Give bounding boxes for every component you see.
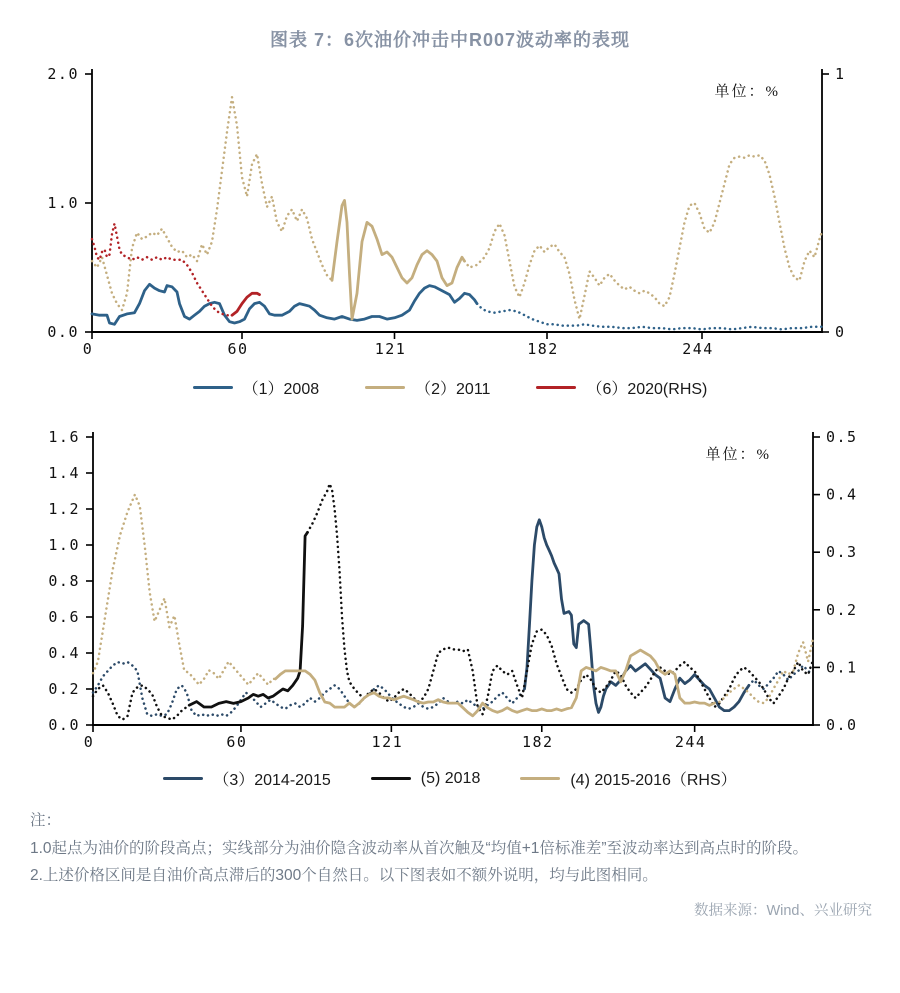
x-tick-label: 121 bbox=[374, 340, 407, 358]
note-1: 1.0起点为油价的阶段高点；实线部分为油价隐含波动率从首次触及“均值+1倍标准差”至波动率达到高点时的阶段。 bbox=[30, 839, 809, 857]
legend-swatch bbox=[365, 386, 405, 389]
left-tick-label: 1.0 bbox=[48, 536, 80, 554]
left-tick-label: 2.0 bbox=[47, 65, 79, 83]
series-line bbox=[525, 520, 749, 713]
x-tick-label: 182 bbox=[527, 340, 559, 358]
x-tick-label: 121 bbox=[371, 733, 404, 751]
legend-swatch bbox=[193, 386, 233, 389]
unit-label: 单位：% bbox=[705, 447, 771, 463]
right-tick-label: 1 bbox=[835, 65, 846, 83]
left-tick-label: 0.4 bbox=[48, 644, 80, 662]
legend-swatch bbox=[520, 777, 560, 780]
legend-swatch bbox=[371, 777, 411, 780]
right-tick-label: 0.0 bbox=[826, 716, 858, 734]
right-tick-label: 0.4 bbox=[826, 485, 858, 504]
right-tick-label: 0.5 bbox=[826, 428, 858, 446]
top-chart bbox=[0, 62, 900, 362]
series-line bbox=[465, 155, 823, 319]
x-tick-label: 0 bbox=[83, 733, 95, 751]
series-line bbox=[92, 284, 477, 324]
x-tick-label: 60 bbox=[226, 733, 248, 751]
left-tick-label: 1.2 bbox=[48, 500, 80, 518]
left-tick-label: 0.6 bbox=[48, 608, 80, 626]
series-line bbox=[93, 495, 276, 685]
legend-swatch bbox=[536, 386, 576, 389]
notes-block bbox=[30, 808, 872, 889]
left-tick-label: 0.0 bbox=[47, 323, 79, 341]
x-tick-label: 244 bbox=[682, 340, 714, 358]
legend-label: (4) 2015-2016（RHS） bbox=[570, 772, 737, 789]
legend-item bbox=[371, 770, 481, 788]
bottom-chart bbox=[0, 423, 900, 753]
top-chart-legend bbox=[0, 376, 900, 399]
legend-item bbox=[365, 376, 490, 399]
right-tick-label: 0.2 bbox=[826, 600, 858, 619]
left-tick-label: 1.0 bbox=[47, 194, 79, 212]
series-line bbox=[189, 532, 307, 707]
right-tick-label: 0.3 bbox=[826, 543, 858, 562]
x-tick-label: 244 bbox=[674, 733, 707, 751]
legend-label: （1）2008 bbox=[242, 381, 320, 398]
x-tick-label: 182 bbox=[521, 733, 554, 751]
legend-item bbox=[536, 376, 707, 399]
left-tick-label: 0.2 bbox=[48, 680, 80, 698]
right-tick-label: 0.1 bbox=[826, 658, 858, 677]
series-line bbox=[93, 662, 525, 716]
left-tick-label: 0.8 bbox=[48, 572, 80, 590]
notes-heading: 注： bbox=[30, 812, 62, 829]
series-line bbox=[92, 224, 232, 316]
left-tick-label: 0.0 bbox=[48, 716, 80, 734]
series-line bbox=[93, 685, 189, 719]
data-source: 数据来源：Wind、兴业研究 bbox=[693, 902, 872, 919]
legend-label: （2）2011 bbox=[415, 381, 491, 398]
x-tick-label: 0 bbox=[82, 340, 94, 358]
series-line bbox=[477, 304, 822, 330]
legend-item bbox=[163, 767, 330, 790]
legend-item bbox=[193, 376, 320, 399]
series-line bbox=[332, 200, 465, 319]
left-tick-label: 1.4 bbox=[48, 464, 80, 482]
left-tick-label: 1.6 bbox=[48, 428, 80, 446]
legend-swatch bbox=[163, 777, 203, 780]
x-tick-label: 60 bbox=[227, 340, 249, 358]
legend-item bbox=[520, 767, 736, 790]
legend-label: (5) 2018 bbox=[420, 769, 481, 787]
bottom-chart-legend bbox=[0, 767, 900, 790]
legend-label: （3）2014-2015 bbox=[213, 772, 331, 789]
right-tick-label: 0 bbox=[835, 323, 846, 341]
legend-label: （6）2020(RHS) bbox=[586, 381, 708, 398]
note-2: 2.上述价格区间是自油价高点滞后的300个自然日。以下图表如不额外说明，均与此图相同。 bbox=[30, 867, 658, 885]
series-line bbox=[92, 97, 332, 310]
page-title: 图表 7：6次油价冲击中R007波动率的表现 bbox=[269, 30, 631, 50]
unit-label: 单位：% bbox=[714, 84, 780, 100]
